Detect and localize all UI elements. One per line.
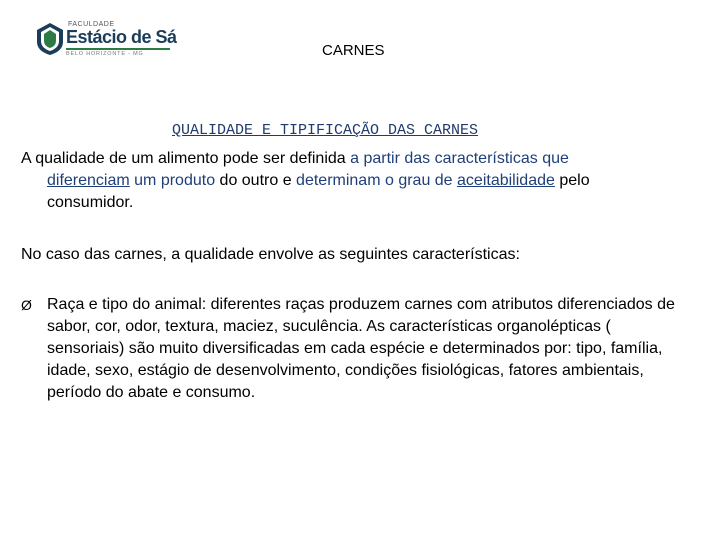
- p1-highlight-differentiate: diferenciam: [47, 172, 130, 189]
- p1-consumer: consumidor.: [47, 194, 134, 211]
- logo-emblem-icon: [36, 22, 64, 56]
- p1-highlight-product: um produto: [129, 172, 216, 189]
- logo-top-text: FACULDADE: [68, 21, 115, 28]
- list-item: [21, 294, 691, 404]
- p1-text-other: do outro e: [215, 172, 297, 189]
- p1-highlight-characteristics: a partir das características que: [350, 150, 569, 167]
- p1-highlight-acceptability: aceitabilidade: [457, 172, 555, 189]
- logo-name: Estácio de Sá: [66, 27, 177, 47]
- section-title: QUALIDADE E TIPIFICAÇÃO DAS CARNES: [172, 122, 479, 139]
- page-header-title: CARNES: [322, 42, 385, 59]
- logo-bottom-text: BELO HORIZONTE - MG: [66, 51, 144, 57]
- bullet-text: Raça e tipo do animal: diferentes raças produzem carnes com atributos diferenciados de sabor, cor, odor, textura, maciez, suculência. As características organolépticas ( sensoriais) são muito diversificadas em cada espécie e determinados por: tipo, família, idade, sexo, estágio de desenvolvimento, condições fisiológicas, fatores ambientais, período do abate e consumo.: [47, 296, 675, 401]
- estacio-logo: [36, 18, 177, 64]
- p1-line2: [21, 170, 701, 192]
- arrow-bullet-icon: Ø: [21, 297, 32, 313]
- p1-text: A qualidade de um alimento pode ser definida: [21, 150, 351, 167]
- paragraph-meat-quality: No caso das carnes, a qualidade envolve as seguintes características:: [21, 246, 520, 263]
- p1-text-by: pelo: [554, 172, 590, 189]
- paragraph-quality-definition: [21, 148, 701, 214]
- logo-divider: [66, 48, 170, 50]
- p1-highlight-determine: determinam o grau de: [296, 172, 458, 189]
